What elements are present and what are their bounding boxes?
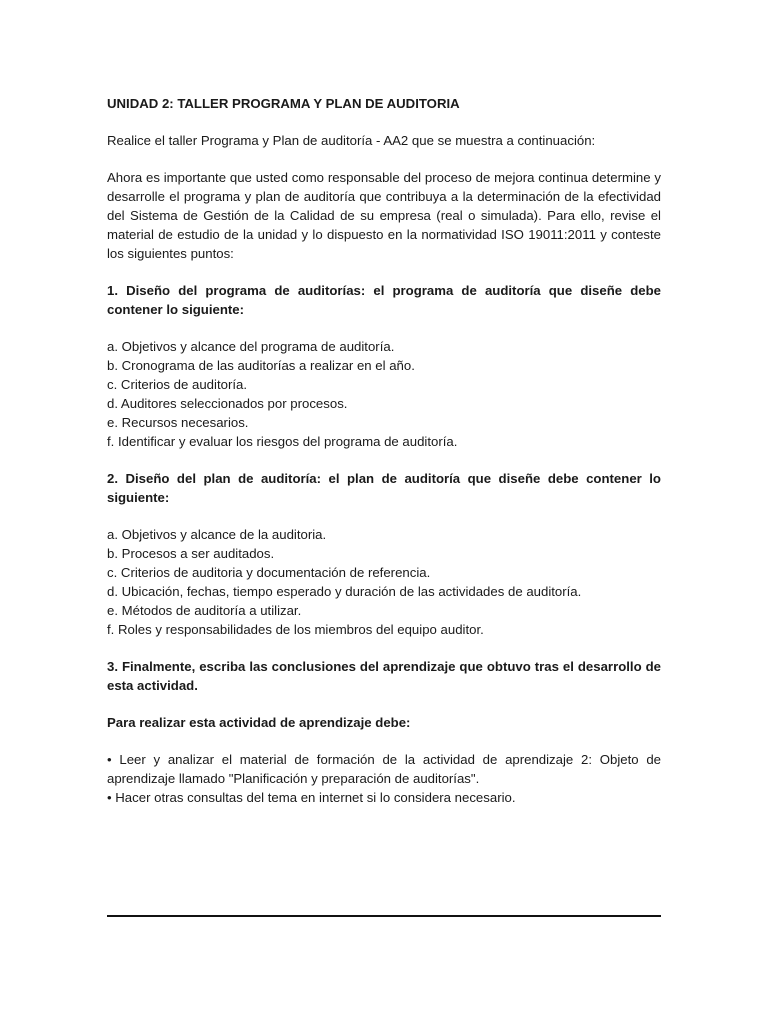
list-item: f. Roles y responsabilidades de los miembros del equipo auditor. <box>107 622 484 637</box>
list-item: f. Identificar y evaluar los riesgos del programa de auditoría. <box>107 434 458 449</box>
list-item: • Leer y analizar el material de formación de la actividad de aprendizaje 2: Objeto de aprendizaje llamado "Planificación y preparación de auditorías". <box>107 752 661 786</box>
section1-list <box>107 337 661 451</box>
list-item: d. Ubicación, fechas, tiempo esperado y duración de las actividades de auditoría. <box>107 584 582 599</box>
intro-text: Realice el taller Programa y Plan de auditoría - AA2 que se muestra a continuación: <box>107 133 596 148</box>
list-item: b. Cronograma de las auditorías a realizar en el año. <box>107 358 415 373</box>
list-item: c. Criterios de auditoria y documentación de referencia. <box>107 565 431 580</box>
list-item: a. Objetivos y alcance de la auditoria. <box>107 527 327 542</box>
instructions-heading: Para realizar esta actividad de aprendizaje debe: <box>107 715 411 730</box>
list-item: a. Objetivos y alcance del programa de auditoría. <box>107 339 395 354</box>
document-page <box>107 94 661 825</box>
section3-heading: 3. Finalmente, escriba las conclusiones del aprendizaje que obtuvo tras el desarrollo de esta actividad. <box>107 659 661 693</box>
footer-divider <box>107 915 661 917</box>
section2-list <box>107 525 661 639</box>
document-title: UNIDAD 2: TALLER PROGRAMA Y PLAN DE AUDITORIA <box>107 96 460 111</box>
list-item: d. Auditores seleccionados por procesos. <box>107 396 348 411</box>
list-item: c. Criterios de auditoría. <box>107 377 247 392</box>
list-item: e. Métodos de auditoría a utilizar. <box>107 603 302 618</box>
instructions-list <box>107 750 661 807</box>
list-item: • Hacer otras consultas del tema en internet si lo considera necesario. <box>107 790 516 805</box>
list-item: e. Recursos necesarios. <box>107 415 249 430</box>
body-paragraph: Ahora es importante que usted como responsable del proceso de mejora continua determine y desarrolle el programa y plan de auditoría que contribuya a la determinación de la efectividad del Sistema de Gestión de la Calidad de su empresa (real o simulada). Para ello, revise el material de estudio de la unidad y lo dispuesto en la normatividad ISO 19011:2011 y conteste los siguientes puntos: <box>107 170 661 261</box>
section2-heading: 2. Diseño del plan de auditoría: el plan de auditoría que diseñe debe contener lo siguiente: <box>107 471 661 505</box>
section1-heading: 1. Diseño del programa de auditorías: el programa de auditoría que diseñe debe contener lo siguiente: <box>107 283 661 317</box>
list-item: b. Procesos a ser auditados. <box>107 546 275 561</box>
